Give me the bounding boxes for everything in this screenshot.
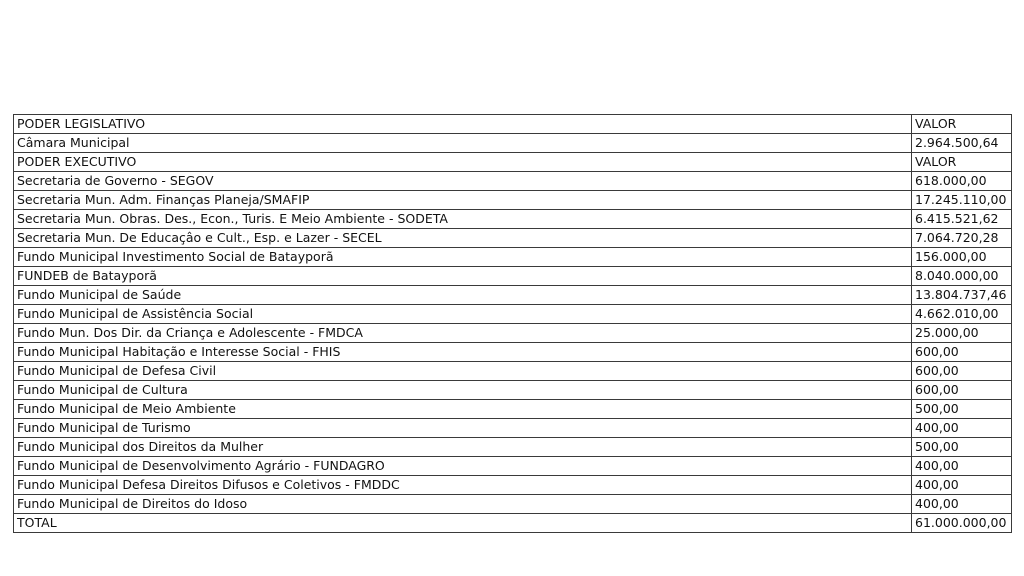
table-row	[14, 172, 1012, 191]
row-label: Fundo Municipal de Desenvolvimento Agrário - FUNDAGRO	[14, 457, 912, 476]
row-label: FUNDEB de Batayporã	[14, 267, 912, 286]
row-label: Fundo Municipal dos Direitos da Mulher	[14, 438, 912, 457]
table-row	[14, 229, 1012, 248]
row-label: Fundo Municipal de Defesa Civil	[14, 362, 912, 381]
row-label: Fundo Municipal Investimento Social de Batayporã	[14, 248, 912, 267]
row-value: 25.000,00	[912, 324, 1012, 343]
row-value: 13.804.737,46	[912, 286, 1012, 305]
table-row	[14, 400, 1012, 419]
table-row	[14, 343, 1012, 362]
row-value: 400,00	[912, 457, 1012, 476]
table-row	[14, 495, 1012, 514]
row-value: 61.000.000,00	[912, 514, 1012, 533]
table-row	[14, 457, 1012, 476]
row-label: Secretaria Mun. De Educaçâo e Cult., Esp. e Lazer - SECEL	[14, 229, 912, 248]
row-label: TOTAL	[14, 514, 912, 533]
table-row	[14, 153, 1012, 172]
row-value: 600,00	[912, 362, 1012, 381]
row-value: VALOR	[912, 115, 1012, 134]
row-value: 17.245.110,00	[912, 191, 1012, 210]
row-label: Fundo Municipal de Meio Ambiente	[14, 400, 912, 419]
row-label: Câmara Municipal	[14, 134, 912, 153]
table-row	[14, 191, 1012, 210]
row-value: 400,00	[912, 476, 1012, 495]
table-row	[14, 267, 1012, 286]
row-value: 600,00	[912, 343, 1012, 362]
row-value: 500,00	[912, 400, 1012, 419]
table-row	[14, 438, 1012, 457]
table-row	[14, 419, 1012, 438]
table-row	[14, 115, 1012, 134]
table-row	[14, 305, 1012, 324]
table-row	[14, 210, 1012, 229]
table-row	[14, 476, 1012, 495]
table-row	[14, 248, 1012, 267]
row-value: 6.415.521,62	[912, 210, 1012, 229]
budget-table	[13, 114, 1012, 533]
row-value: 600,00	[912, 381, 1012, 400]
budget-table-body	[14, 115, 1012, 533]
row-value: 400,00	[912, 419, 1012, 438]
table-row	[14, 324, 1012, 343]
row-label: Fundo Municipal de Cultura	[14, 381, 912, 400]
table-row	[14, 134, 1012, 153]
row-value: 7.064.720,28	[912, 229, 1012, 248]
table-row	[14, 286, 1012, 305]
row-label: Fundo Municipal Habitação e Interesse Social - FHIS	[14, 343, 912, 362]
row-label: Fundo Municipal de Saúde	[14, 286, 912, 305]
row-value: 4.662.010,00	[912, 305, 1012, 324]
table-row	[14, 381, 1012, 400]
row-label: PODER LEGISLATIVO	[14, 115, 912, 134]
table-row	[14, 514, 1012, 533]
row-value: 400,00	[912, 495, 1012, 514]
row-value: 2.964.500,64	[912, 134, 1012, 153]
row-value: 618.000,00	[912, 172, 1012, 191]
row-label: Fundo Mun. Dos Dir. da Criança e Adolescente - FMDCA	[14, 324, 912, 343]
row-value: 8.040.000,00	[912, 267, 1012, 286]
table-row	[14, 362, 1012, 381]
row-value: VALOR	[912, 153, 1012, 172]
row-label: PODER EXECUTIVO	[14, 153, 912, 172]
row-label: Secretaria Mun. Adm. Finanças Planeja/SMAFIP	[14, 191, 912, 210]
row-value: 156.000,00	[912, 248, 1012, 267]
row-label: Fundo Municipal de Turismo	[14, 419, 912, 438]
row-label: Fundo Municipal Defesa Direitos Difusos e Coletivos - FMDDC	[14, 476, 912, 495]
row-label: Secretaria Mun. Obras. Des., Econ., Turis. E Meio Ambiente - SODETA	[14, 210, 912, 229]
row-label: Fundo Municipal de Direitos do Idoso	[14, 495, 912, 514]
row-value: 500,00	[912, 438, 1012, 457]
row-label: Secretaria de Governo - SEGOV	[14, 172, 912, 191]
row-label: Fundo Municipal de Assistência Social	[14, 305, 912, 324]
